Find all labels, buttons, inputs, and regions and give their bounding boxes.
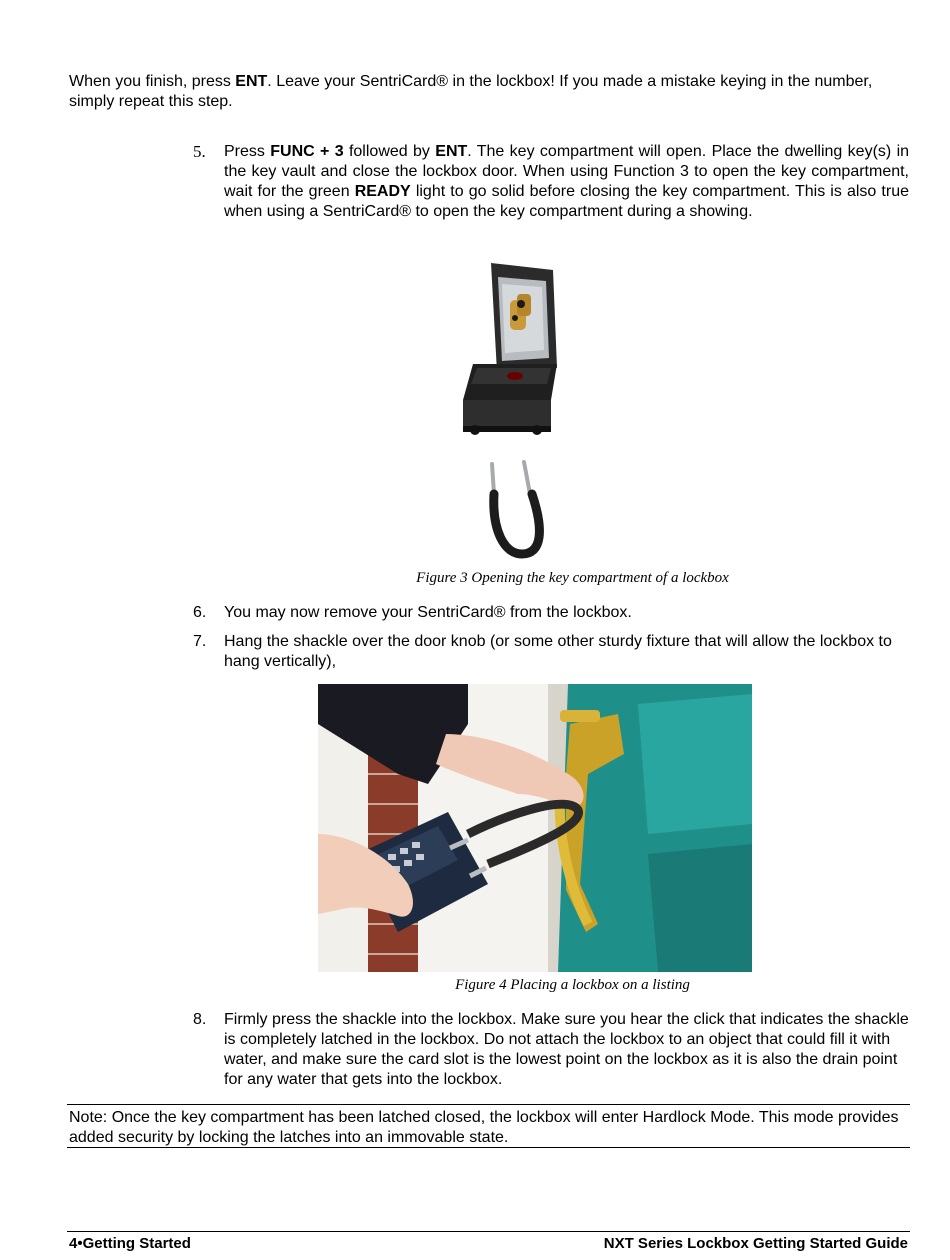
step-text: Hang the shackle over the door knob (or some other sturdy fixture that will allow the lockbox to hang vertically), — [224, 633, 892, 670]
step-6 — [193, 603, 909, 623]
footer-section-label: 4•Getting Started — [69, 1235, 191, 1252]
intro-text: When you finish, press — [69, 73, 236, 90]
note-text: Note: Once the key compartment has been latched closed, the lockbox will enter Hardlock Mode. This mode provides added security by locking the latches into an immovable state. — [69, 1109, 899, 1146]
step-5 — [193, 142, 909, 222]
footer-guide-title: NXT Series Lockbox Getting Started Guide — [603, 1235, 908, 1252]
lockbox-open-image — [455, 260, 565, 440]
intro-bold-ent: ENT — [235, 73, 268, 90]
footer-divider — [67, 1231, 910, 1232]
step-text: You may now remove your SentriCard® from the lockbox. — [224, 604, 632, 621]
step-number: 7. — [193, 633, 207, 650]
step-number: 5. — [193, 142, 206, 161]
figure-3-caption: Figure 3 Opening the key compartment of a lockbox — [416, 570, 729, 586]
step-text: Firmly press the shackle into the lockbox. Make sure you hear the click that indicates the shackle is completely latched in the lockbox. Do not attach the lockbox to an object that could fill it with water, and make sure the card slot is the lowest point on the lockbox as it is also the drain point for any water that gets into the lockbox. — [224, 1011, 909, 1088]
step-text: Press FUNC + 3 followed by ENT. The key compartment will open. Place the dwelling key(s) in the key vault and close the lockbox door. When using Function 3 to open the key compartment, wait for the green READY light to go solid before closing the key compartment. This is also true when using a SentriCard® to open the key compartment during a showing. — [224, 143, 910, 220]
shackle-image — [482, 460, 554, 560]
placing-lockbox-photo — [318, 684, 752, 972]
figure-4-caption: Figure 4 Placing a lockbox on a listing — [455, 977, 690, 993]
step-number: 6. — [193, 604, 207, 621]
step-number: 8. — [193, 1011, 207, 1028]
step-8 — [193, 1010, 909, 1090]
intro-paragraph — [69, 72, 889, 112]
step-7 — [193, 632, 909, 672]
hardlock-note — [67, 1104, 910, 1148]
intro-text-rest: . Leave your SentriCard® in the lockbox! If you made a mistake keying in the number, simply repeat this step. — [69, 73, 873, 110]
